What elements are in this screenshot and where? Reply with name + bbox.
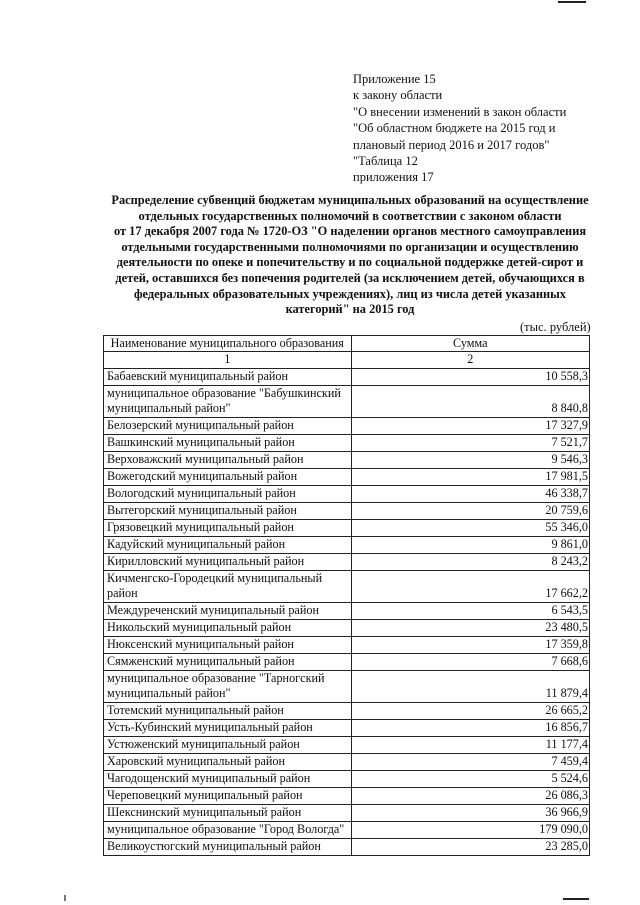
- table-row: [104, 702, 590, 719]
- municipality-name: Великоустюгский муниципальный район: [104, 838, 352, 855]
- table-header-row: [104, 336, 590, 352]
- amount-value: 11 879,4: [351, 670, 589, 702]
- amount-value: 7 459,4: [351, 753, 589, 770]
- municipality-name: Чагодощенский муниципальный район: [104, 770, 352, 787]
- table-row: [104, 804, 590, 821]
- table-row: [104, 502, 590, 519]
- title-line: детей, оставшихся без попечения родителей (за исключением детей, обучающихся в: [115, 270, 585, 285]
- table-row: [104, 787, 590, 804]
- table-row: [104, 434, 590, 451]
- municipality-name: Вологодский муниципальный район: [104, 485, 352, 502]
- municipality-name: Тотемский муниципальный район: [104, 702, 352, 719]
- amount-value: 36 966,9: [351, 804, 589, 821]
- title-line: Распределение субвенций бюджетам муниципальных образований на осуществление: [111, 193, 589, 207]
- municipality-name: муниципальное образование "Бабушкинский муниципальный район": [104, 385, 352, 417]
- amount-value: 6 543,5: [351, 602, 589, 619]
- amount-value: 17 327,9: [351, 417, 589, 434]
- amount-value: 9 861,0: [351, 536, 589, 553]
- amount-value: 10 558,3: [351, 368, 589, 385]
- municipality-name: Кичменгско-Городецкий муниципальный район: [104, 570, 352, 602]
- column-number: 2: [351, 352, 589, 368]
- municipality-name: Вытегорский муниципальный район: [104, 502, 352, 519]
- document-title: [100, 193, 600, 318]
- municipality-name: Кадуйский муниципальный район: [104, 536, 352, 553]
- municipality-name: Вожегодский муниципальный район: [104, 468, 352, 485]
- appendix-line: "Об областном бюджете на 2015 год и: [353, 121, 556, 136]
- amount-value: 46 338,7: [351, 485, 589, 502]
- table-row: [104, 368, 590, 385]
- column-number: 1: [104, 352, 352, 368]
- table-column-numbers: [104, 352, 590, 368]
- municipality-name: Грязовецкий муниципальный район: [104, 519, 352, 536]
- title-line: отдельными государственными полномочиями по организации и осуществлению: [121, 239, 579, 254]
- municipality-name: Шекснинский муниципальный район: [104, 804, 352, 821]
- table-row: [104, 468, 590, 485]
- amount-value: 17 981,5: [351, 468, 589, 485]
- municipality-name: Междуреченский муниципальный район: [104, 602, 352, 619]
- table-row: [104, 385, 590, 417]
- table-row: [104, 636, 590, 653]
- table-row: [104, 417, 590, 434]
- amount-value: 8 243,2: [351, 553, 589, 570]
- table-row: [104, 553, 590, 570]
- table-row: [104, 719, 590, 736]
- amount-value: 11 177,4: [351, 736, 589, 753]
- amount-value: 26 665,2: [351, 702, 589, 719]
- table-row: [104, 519, 590, 536]
- title-line: деятельности по опеке и попечительству и по социальной поддержке детей-сирот и: [116, 255, 584, 270]
- table-row: [104, 670, 590, 702]
- table-row: [104, 838, 590, 855]
- scan-mark-top: [558, 1, 586, 3]
- municipality-name: муниципальное образование "Город Вологда": [104, 821, 352, 838]
- amount-value: 20 759,6: [351, 502, 589, 519]
- municipality-name: Белозерский муниципальный район: [104, 417, 352, 434]
- amount-value: 17 662,2: [351, 570, 589, 602]
- title-line: федеральных образовательных учреждениях), лиц из числа детей указанных: [133, 286, 566, 301]
- title-line: отдельных государственных полномочий в соответствии с законом области: [138, 208, 562, 223]
- scan-mark-left: [64, 895, 66, 901]
- municipality-name: Кирилловский муниципальный район: [104, 553, 352, 570]
- appendix-line: Приложение 15: [353, 72, 436, 86]
- municipality-name: Устюженский муниципальный район: [104, 736, 352, 753]
- amount-value: 26 086,3: [351, 787, 589, 804]
- table-row: [104, 736, 590, 753]
- amount-value: 16 856,7: [351, 719, 589, 736]
- amount-value: 17 359,8: [351, 636, 589, 653]
- appendix-line: к закону области: [353, 88, 443, 103]
- table-row: [104, 485, 590, 502]
- appendix-reference: [353, 71, 603, 186]
- municipality-name: Сямженский муниципальный район: [104, 653, 352, 670]
- municipality-name: Вашкинский муниципальный район: [104, 434, 352, 451]
- subventions-table: [103, 335, 590, 856]
- appendix-line: "Таблица 12: [353, 154, 418, 169]
- municipality-name: муниципальное образование "Тарногский муниципальный район": [104, 670, 352, 702]
- municipality-name: Усть-Кубинский муниципальный район: [104, 719, 352, 736]
- appendix-line: "О внесении изменений в закон области: [353, 104, 567, 119]
- amount-value: 23 480,5: [351, 619, 589, 636]
- title-line: категорий" на 2015 год: [285, 302, 415, 317]
- amount-value: 179 090,0: [351, 821, 589, 838]
- table-row: [104, 753, 590, 770]
- amount-value: 55 346,0: [351, 519, 589, 536]
- table-row: [104, 653, 590, 670]
- amount-value: 8 840,8: [351, 385, 589, 417]
- table-row: [104, 602, 590, 619]
- municipality-name: Нюксенский муниципальный район: [104, 636, 352, 653]
- municipality-name: Бабаевский муниципальный район: [104, 368, 352, 385]
- municipality-name: Харовский муниципальный район: [104, 753, 352, 770]
- municipality-name: Никольский муниципальный район: [104, 619, 352, 636]
- amount-value: 7 521,7: [351, 434, 589, 451]
- table-row: [104, 451, 590, 468]
- amount-value: 23 285,0: [351, 838, 589, 855]
- municipality-name: Верховажский муниципальный район: [104, 451, 352, 468]
- appendix-line: плановый период 2016 и 2017 годов": [353, 137, 550, 152]
- scan-mark-bottom: [563, 898, 589, 900]
- header-sum: Сумма: [351, 336, 589, 352]
- appendix-line: приложения 17: [353, 170, 434, 185]
- amount-value: 5 524,6: [351, 770, 589, 787]
- amount-value: 9 546,3: [351, 451, 589, 468]
- table-row: [104, 821, 590, 838]
- table-row: [104, 570, 590, 602]
- amount-value: 7 668,6: [351, 653, 589, 670]
- unit-label: (тыс. рублей): [520, 320, 591, 334]
- table-row: [104, 536, 590, 553]
- table-row: [104, 770, 590, 787]
- title-line: от 17 декабря 2007 года № 1720-ОЗ "О наделении органов местного самоуправления: [113, 224, 587, 239]
- table-row: [104, 619, 590, 636]
- header-name: Наименование муниципального образования: [104, 336, 352, 352]
- municipality-name: Череповецкий муниципальный район: [104, 787, 352, 804]
